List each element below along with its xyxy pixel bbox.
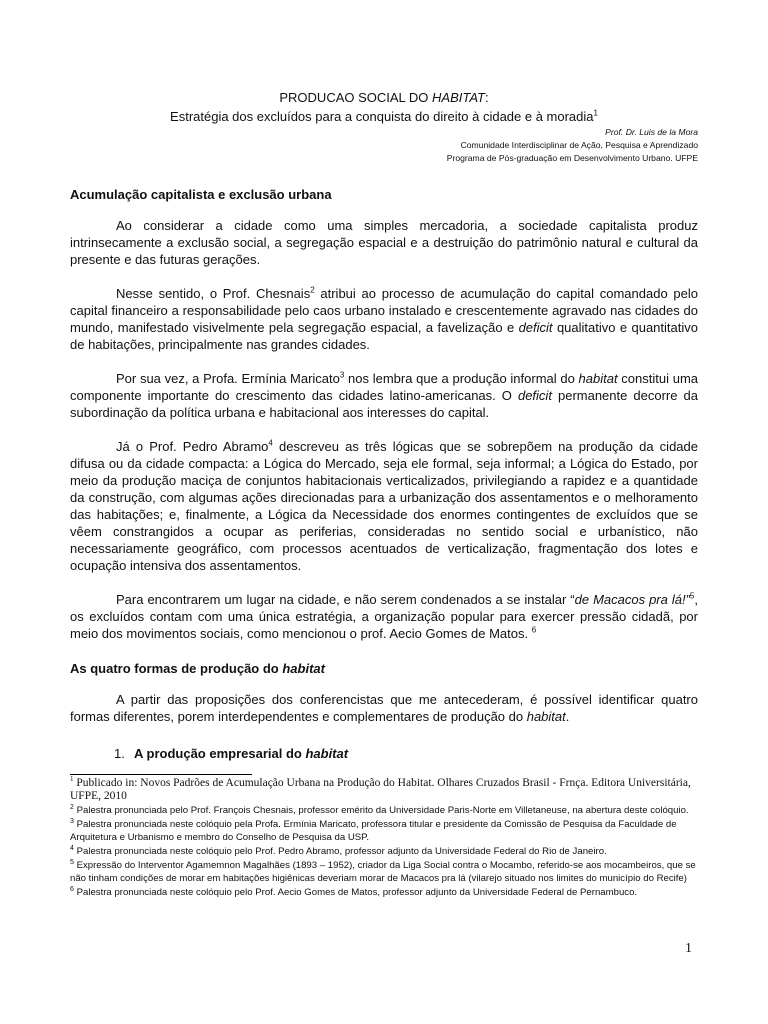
paragraph-4: Já o Prof. Pedro Abramo$^4$ descreveu as três lógicas que se sobrepõem na produção da cidade difusa ou da cidade compacta: a Lógica do Mercado, seja ele formal, seja informal; a Lógica do Estado, por meio da produção maciça de conjuntos habitacionais verticalizados, privilegiando a rapidez e a quantidade da construção, com algumas ações direcionadas para a urbanização dos assentamentos e o melhoramento das habitações; e, finalmente, a Lógica da Necessidade dos enormes contingentes de excluídos que se vêem constrangidos a ocupar as periferias, consideradas no sentido social e urbanístico, não necessariamente geográfico, com processos acentuados de verticalização, fragmentação dos lotes e ocupação intensiva dos assentamentos. bbox=[70, 438, 698, 573]
footnotes bbox=[70, 777, 698, 900]
footnote-ref-2[interactable]: 2 bbox=[310, 285, 315, 295]
author-block bbox=[70, 126, 698, 165]
author-name: Prof. Dr. Luis de la Mora bbox=[605, 127, 698, 137]
list-number: 1. bbox=[114, 746, 125, 761]
section-heading-1: Acumulação capitalista e exclusão urbana bbox=[70, 187, 332, 202]
paragraph-1: Ao considerar a cidade como uma simples mercadoria, a sociedade capitalista produz intrinsecamente a exclusão social, a segregação espacial e a destruição do patrimônio natural e cultural da presente e das futuras gerações. bbox=[70, 218, 698, 267]
footnote-3: $^3$ Palestra pronunciada neste colóquio pela Profa. Ermínia Maricato, professora titular e presidente da Comissão de Pesquisa da Faculdade de Arquitetura e Urbanismo e membro do Conselho de Pesquisa da USP. bbox=[70, 817, 677, 843]
paragraph-3: Por sua vez, a Profa. Ermínia Maricato$^3$ nos lembra que a produção informal do habitat constitui uma componente importante do crescimento das cidades latino-americanas. O deficit permanente decorre da subordinação da política urbana e habitacional aos interesses do capital. bbox=[70, 370, 698, 420]
title-line-2: Estratégia dos excluídos para a conquista do direito à cidade e à moradia$^1$ bbox=[170, 108, 598, 124]
list-item-1: 1. A produção empresarial do habitat bbox=[114, 746, 349, 761]
footnote-ref-6[interactable]: 6 bbox=[531, 625, 537, 635]
footnote-2: $^2$ Palestra pronunciada pelo Prof. François Chesnais, professor emérito da Universidade Paris-Norte em Villetaneuse, na abertura deste colóquio. bbox=[70, 803, 689, 816]
footnote-ref-3[interactable]: 3 bbox=[339, 370, 345, 380]
paragraph-2: Nesse sentido, o Prof. Chesnais$^2$ atribui ao processo de acumulação do capital comandado pelo capital financeiro a responsabilidade pelo caos urbano instalado e crescentemente agravado nas cidades do mundo, manifestado visivelmente pela segregação espacial, a favelização e deficit qualitativo e quantitativo de habitações, principalmente nas grandes cidades. bbox=[70, 285, 698, 352]
author-org-2: Programa de Pós-graduação em Desenvolvimento Urbano. UFPE bbox=[446, 153, 698, 163]
title-line-1: PRODUCAO SOCIAL DO HABITAT: bbox=[279, 90, 489, 105]
footnote-separator bbox=[70, 774, 252, 775]
footnote-1: $^1$ Publicado in: Novos Padrões de Acumulação Urbana na Produção do Habitat. Olhares Cruzados Brasil - Frnça. Editora Universitária, UFPE, 2010 bbox=[70, 775, 691, 802]
paragraph-6: A partir das proposições dos conferencistas que me antecederam, é possível identificar quatro formas diferentes, porem interdependentes e complementares de produção do habitat. bbox=[70, 692, 698, 724]
footnote-5: $^5$ Expressão do Interventor Agamemnon Magalhães (1893 – 1952), criador da Liga Social contra o Mocambo, referido-se aos mocambeiros, que se não tinham condições de morar em habitações higiênicas deveriam morar de Macacos pra lá (vilarejo situado nos limites do município do Recife) bbox=[70, 858, 696, 884]
author-org-1: Comunidade Interdisciplinar de Ação, Pesquisa e Aprendizado bbox=[460, 140, 698, 150]
footnote-6: $^6$ Palestra pronunciada neste colóquio pelo Prof. Aecio Gomes de Matos, professor adjunto da Universidade Federal de Pernambuco. bbox=[70, 885, 638, 898]
page-number: 1 bbox=[685, 941, 692, 956]
paragraph-5: Para encontrarem um lugar na cidade, e não serem condenados a se instalar “de Macacos pra lá!”$^5$, os excluídos contam com uma única estratégia, a organização popular para exercer pressão cidadã, por meio dos movimentos sociais, como mencionou o prof. Aecio Gomes de Matos. $^6$ bbox=[70, 591, 698, 641]
document-title bbox=[70, 88, 698, 126]
section-heading-2: As quatro formas de produção do habitat bbox=[70, 661, 325, 676]
footnote-4: $^4$ Palestra pronunciada neste colóquio pelo Prof. Pedro Abramo, professor adjunto da Universidade Federal do Rio de Janeiro. bbox=[70, 844, 607, 857]
footnote-ref-1[interactable]: 1 bbox=[593, 108, 598, 118]
footnote-ref-5[interactable]: 5 bbox=[689, 591, 695, 601]
footnote-ref-4[interactable]: 4 bbox=[268, 438, 273, 448]
